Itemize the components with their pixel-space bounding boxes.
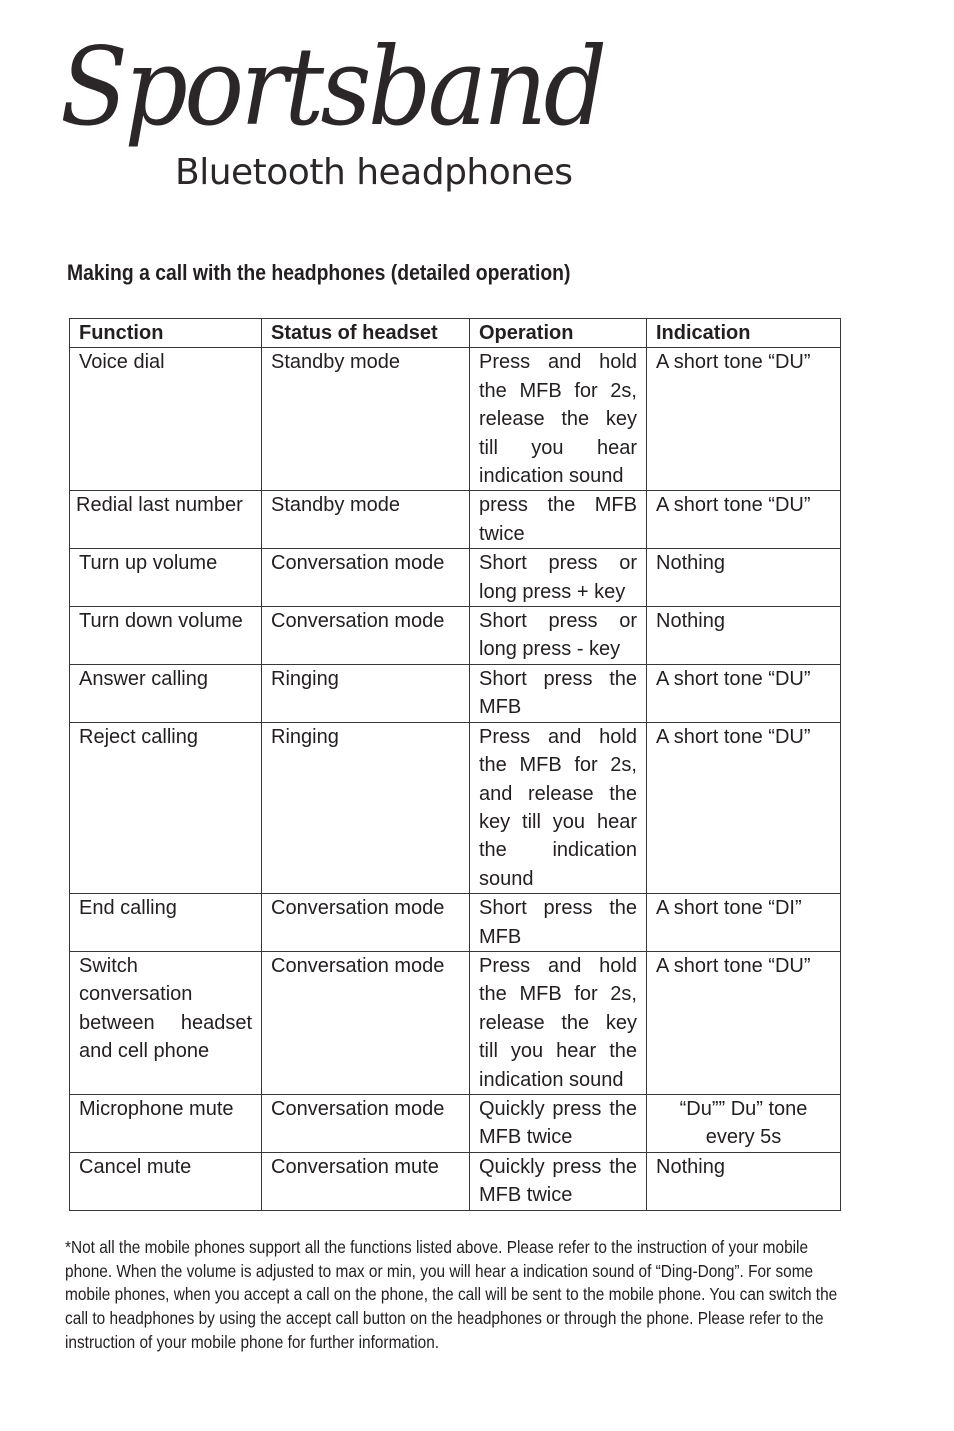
function-cell: Turn up volume — [70, 549, 262, 607]
table-row — [70, 1094, 841, 1152]
operations-table — [69, 318, 841, 1211]
table-row — [70, 664, 841, 722]
table-row — [70, 549, 841, 607]
column-header-operation: Operation — [470, 319, 647, 348]
indication-cell: A short tone “DU” — [647, 348, 841, 491]
status-cell: Conversation mode — [262, 894, 470, 952]
column-header-function: Function — [70, 319, 262, 348]
indication-cell: Nothing — [647, 1152, 841, 1210]
status-cell: Conversation mode — [262, 549, 470, 607]
status-cell: Standby mode — [262, 348, 470, 491]
column-header-indication: Indication — [647, 319, 841, 348]
table-row — [70, 894, 841, 952]
operation-cell: Short press the MFB — [470, 894, 647, 952]
status-cell: Standby mode — [262, 491, 470, 549]
function-cell: End calling — [70, 894, 262, 952]
operation-cell: Press and hold the MFB for 2s, and release the key till you hear the indication sound — [470, 722, 647, 893]
table-header-row — [70, 319, 841, 348]
function-cell: Voice dial — [70, 348, 262, 491]
operation-cell: Short press or long press + key — [470, 549, 647, 607]
operation-cell: Press and hold the MFB for 2s, release the key till you hear the indication sound — [470, 951, 647, 1094]
status-cell: Conversation mode — [262, 607, 470, 665]
function-cell: Reject calling — [70, 722, 262, 893]
function-cell: Answer calling — [70, 664, 262, 722]
table-row — [70, 348, 841, 491]
function-cell: Turn down volume — [70, 607, 262, 665]
status-cell: Conversation mode — [262, 951, 470, 1094]
indication-cell: A short tone “DU” — [647, 951, 841, 1094]
operation-cell: Short press or long press - key — [470, 607, 647, 665]
indication-cell: Nothing — [647, 607, 841, 665]
operation-cell: Quickly press the MFB twice — [470, 1094, 647, 1152]
function-cell: Redial last number — [70, 491, 262, 549]
indication-cell: A short tone “DU” — [647, 491, 841, 549]
brand-script-name: Sportsband — [60, 25, 604, 150]
indication-cell: A short tone “DU” — [647, 664, 841, 722]
function-cell: Microphone mute — [70, 1094, 262, 1152]
table-row — [70, 1152, 841, 1210]
table-row — [70, 722, 841, 893]
status-cell: Conversation mute — [262, 1152, 470, 1210]
indication-cell: Nothing — [647, 549, 841, 607]
operation-cell: Quickly press the MFB twice — [470, 1152, 647, 1210]
function-cell: Cancel mute — [70, 1152, 262, 1210]
footnote: *Not all the mobile phones support all the functions listed above. Please refer to the instruction of your mobile phone. When the volume is adjusted to max or min, you will hear a indication sound of “Ding-Dong”. For some mobile phones, when you accept a call on the phone, the call will be sent to the mobile phone. You can switch the call to headphones by using the accept call button on the headphones or through the phone. Please refer to the instruction of your mobile phone for further information. — [65, 1237, 838, 1352]
function-cell: Switch conversation between headset and cell phone — [70, 951, 262, 1094]
table-row — [70, 491, 841, 549]
indication-cell: A short tone “DI” — [647, 894, 841, 952]
status-cell: Conversation mode — [262, 1094, 470, 1152]
status-cell: Ringing — [262, 664, 470, 722]
indication-cell: A short tone “DU” — [647, 722, 841, 893]
indication-cell: “Du”” Du” tone every 5s — [647, 1094, 841, 1152]
brand-subtitle: Bluetooth headphones — [175, 152, 573, 193]
table-row — [70, 951, 841, 1094]
brand-logo — [60, 25, 620, 204]
column-header-status: Status of headset — [262, 319, 470, 348]
table-row — [70, 607, 841, 665]
operation-cell: press the MFB twice — [470, 491, 647, 549]
section-heading: Making a call with the headphones (detailed operation) — [67, 260, 571, 285]
operation-cell: Short press the MFB — [470, 664, 647, 722]
operation-cell: Press and hold the MFB for 2s, release the key till you hear indication sound — [470, 348, 647, 491]
status-cell: Ringing — [262, 722, 470, 893]
